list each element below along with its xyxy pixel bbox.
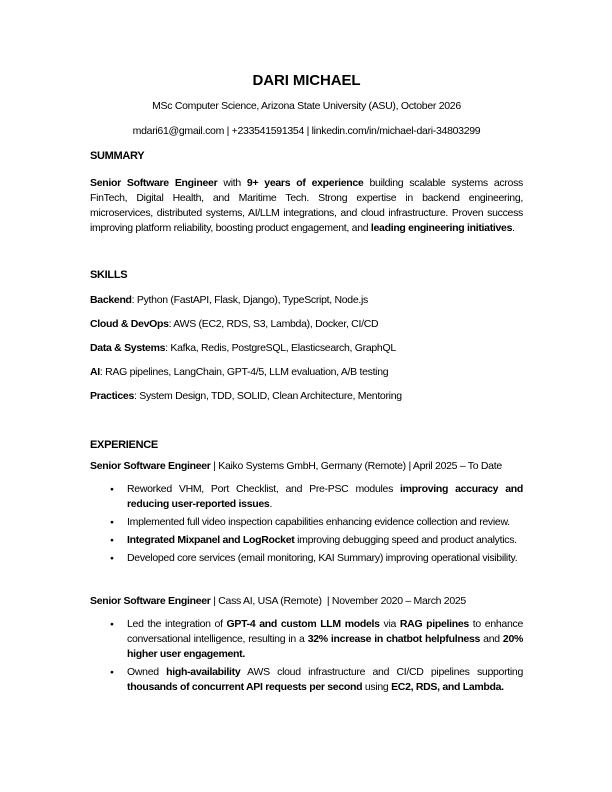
text-run: : RAG pipelines, LangChain, GPT-4/5, LLM evaluation, A/B testing [99,366,389,378]
experience-section [90,438,523,695]
bullet-item [127,533,523,548]
job-bullet-list [90,482,523,566]
text-run-bold: 32% increase in chatbot helpfulness [307,633,481,645]
text-run-bold: Senior Software Engineer [90,595,211,607]
text-run: and [480,633,503,645]
job-header [90,594,523,609]
bullet-item [127,482,523,512]
text-run-bold: GPT-4 and custom LLM models [226,618,380,630]
job-header [90,459,523,474]
text-run: . [512,222,515,234]
skills-heading: SKILLS [90,269,128,281]
text-run-bold: high-availability [166,666,241,678]
text-run-bold: 9+ years of experience [246,177,364,189]
skills-section [90,268,523,404]
text-run-bold: Data & Systems [90,342,166,354]
skill-line-practices [90,389,523,404]
text-run-bold: Backend [90,294,132,306]
text-run-bold: AI [90,366,100,378]
text-run: : AWS (EC2, RDS, S3, Lambda), Docker, CI/CD [168,318,379,330]
text-run: with [217,177,247,189]
job-entry-cass-ai [90,594,523,695]
text-run: | Cass AI, USA (Remote) | November 2020 – March 2025 [210,595,466,607]
skill-line-ai [90,365,523,380]
job-bullet-list [90,617,523,695]
bullet-item [127,617,523,662]
skill-line-cloud-devops [90,317,523,332]
text-run: Reworked VHM, Port Checklist, and Pre-PSC modules [127,483,401,495]
text-run: Led the integration of [127,618,227,630]
text-run: to enhance conversational intelligence, resulting in a [127,618,523,645]
text-run-bold: Senior Software Engineer [90,177,218,189]
bullet-item [127,665,523,695]
text-run-bold: 20% higher user engagement. [127,633,524,660]
text-run-bold: RAG pipelines [399,618,469,630]
text-run: : Python (FastAPI, Flask, Django), TypeScript, Node.js [131,294,368,306]
text-run: Implemented full video inspection capabilities enhancing evidence collection and review. [127,516,510,528]
bullet-item [127,551,523,566]
text-run: AWS cloud infrastructure and CI/CD pipelines supporting [240,666,524,678]
contact-line: mdari61@gmail.com | +233541591354 | linkedin.com/in/michael-dari-34803299 [132,125,481,137]
text-run-bold: Senior Software Engineer [90,460,211,472]
text-run: via [379,618,400,630]
summary-heading: SUMMARY [90,150,145,162]
candidate-name: DARI MICHAEL [252,72,361,89]
text-run: building scalable systems across FinTech, Digital Health, and Maritime Tech. Strong expertise in backend engineering, microservices, distributed systems, AI/LLM integrations, and cloud infrastructure. Proven success improving platform reliability, boosting product engagement, and [90,177,523,234]
text-run-bold: thousands of concurrent API requests per second [127,681,363,693]
text-run-bold: Practices [90,390,135,402]
bullet-item [127,515,523,530]
job-entry-kaiko-systems [90,459,523,566]
text-run: improving debugging speed and product analytics. [294,534,517,546]
text-run-bold: Cloud & DevOps [90,318,169,330]
resume-header [90,71,523,139]
text-run: : Kafka, Redis, PostgreSQL, Elasticsearch, GraphQL [165,342,396,354]
skill-line-data-systems [90,341,523,356]
summary-paragraph [90,176,523,236]
text-run: using [362,681,392,693]
summary-section [90,149,523,236]
text-run: : System Design, TDD, SOLID, Clean Architecture, Mentoring [134,390,402,402]
skill-line-backend [90,293,523,308]
text-run-bold: improving accuracy and reducing user-reported issues [127,483,523,510]
text-run-bold: leading engineering initiatives [370,222,513,234]
text-run-bold: EC2, RDS, and Lambda. [391,681,504,693]
text-run: | Kaiko Systems GmbH, Germany (Remote) | April 2025 – To Date [210,460,502,472]
education-line: MSc Computer Science, Arizona State University (ASU), October 2026 [152,100,461,112]
text-run: Developed core services (email monitoring, KAI Summary) improving operational visibility. [127,552,518,564]
experience-heading: EXPERIENCE [90,439,158,451]
text-run: . [269,498,273,510]
text-run: Owned [127,666,167,678]
text-run-bold: Integrated Mixpanel and LogRocket [127,534,295,546]
